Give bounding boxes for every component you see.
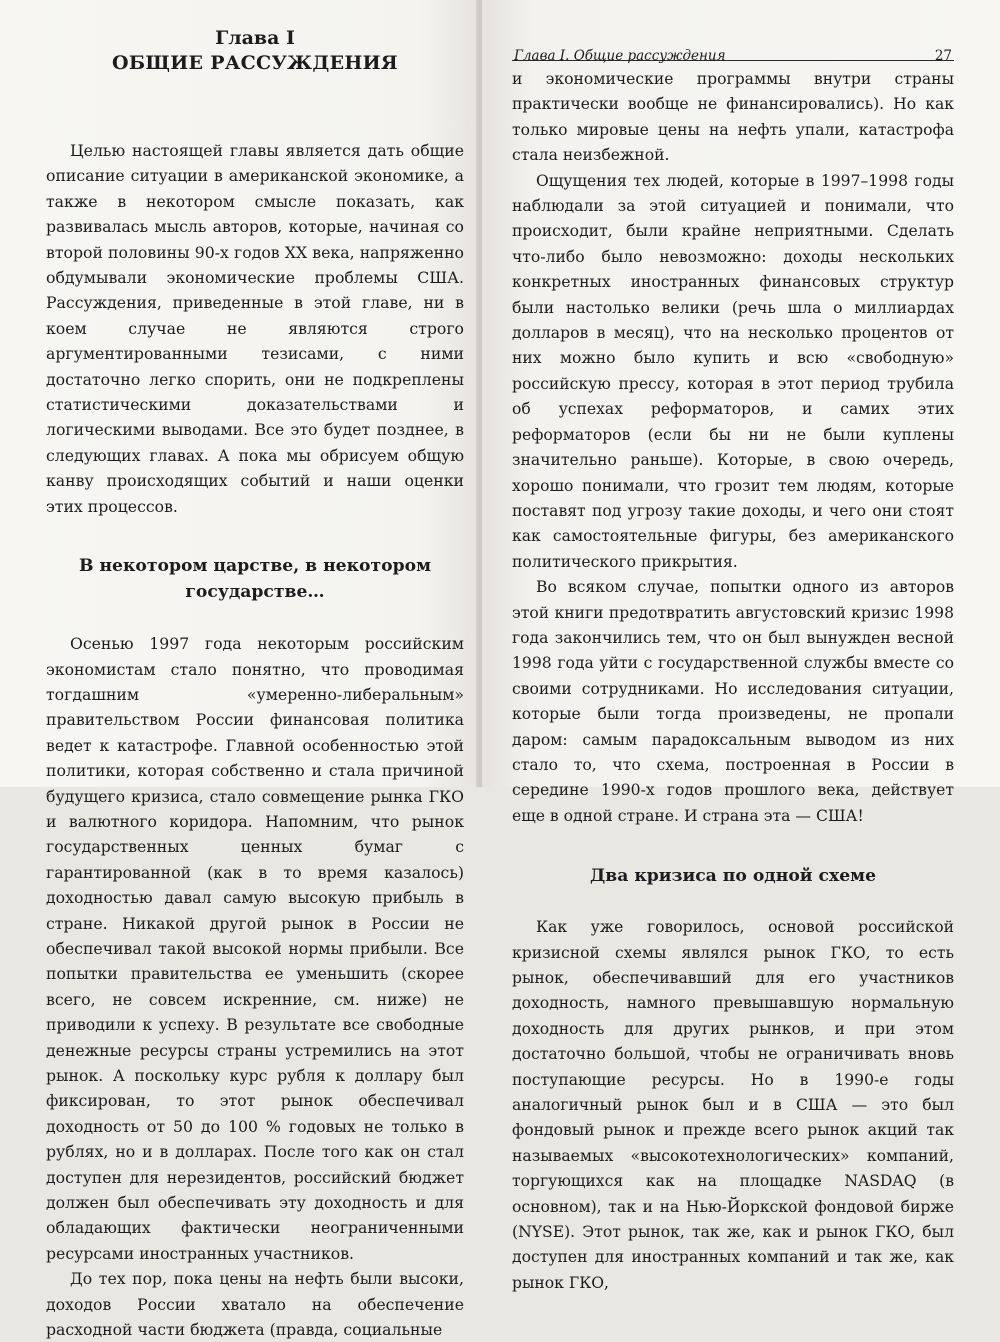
section-title: В некотором царстве, в некотором государстве… — [78, 556, 432, 603]
running-header — [512, 40, 954, 64]
running-title: Глава I. Общие рассуждения — [514, 48, 726, 64]
body-paragraph: Осенью 1997 года некоторым российским экономистам стало понятно, что проводимая тогдашним «умеренно-либеральным» правительством России финансовая политика ведет к катастрофе. Главной особенностью этой политики, которая собственно и стала причиной будущего кризиса, стало совмещение рынка ГКО и валютного коридора. Напомним, что рынок государственных ценных бумаг с гарантированной (как в то время казалось) доходностью давал самую высокую прибыль в стране. Никакой другой рынок в России не обеспечивал такой высокой нормы прибыли. Все попытки правительства ее уменьшить (скорее всего, не совсем искренние, см. ниже) не приводили к успеху. В результате все свободные денежные ресурсы страны устремились на этот рынок. А поскольку курс рубля к доллару был фиксирован, то этот рынок обеспечивал доходность от 50 до 100 % годовых не только в рублях, но и в долларах. После того как он стал доступен для нерезидентов, российский бюджет должен был обеспечивать эту доходность и для обладающих фактически неограниченными ресурсами иностранных участников. — [46, 634, 464, 1263]
chapter-heading — [46, 26, 464, 76]
chapter-title: ОБЩИЕ РАССУЖДЕНИЯ — [112, 52, 398, 74]
body-paragraph: и экономические программы внутри страны практически вообще не финансировались). Но как только мировые цены на нефть упали, катастрофа стала неизбежной. — [512, 70, 954, 165]
body-paragraph: До тех пор, пока цены на нефть были высоки, доходов России хватало на обеспечение расходной части бюджета (правда, социальные — [46, 1269, 464, 1340]
left-page — [0, 0, 478, 1340]
body-paragraph: Во всяком случае, попытки одного из авторов этой книги предотвратить августовский кризис 1998 года закончились тем, что он был вынужден весной 1998 года уйти с государственной службы вместе со своими сотрудниками. Но исследования ситуации, которые были тогда произведены, не пропали даром: самым парадоксальным выводом из них стало то, что схема, построенная в России в середине 1990-х годов прошлого века, действует еще в одной стране. И страна эта — США! — [512, 578, 954, 825]
right-page — [482, 0, 1000, 1292]
body-paragraph: Как уже говорилось, основой российской кризисной схемы являлся рынок ГКО, то есть рынок, обеспечивавший для его участников доходность, намного превышавшую нормальную доходность для других рынков, и при этом достаточно большой, чтобы не ограничивать вновь поступающие ресурсы. Но в 1990-е годы аналогичный рынок был и в США — это был фондовый рынок и прежде всего рынок акций так называемых «высокотехнологических» компаний, торгующихся как на площадке NASDAQ (в основном), так и на Нью-Йоркской фондовой бирже (NYSE). Этот рынок, так же, как и рынок ГКО, был доступен для иностранных компаний и так же, как рынок ГКО, — [512, 918, 954, 1292]
intro-paragraph: Целью настоящей главы является дать общие описание ситуации в американской экономике, а также в некотором смысле показать, как развивалась мысль авторов, которые, начиная со второй половины 90-х годов XX века, напряженно обдумывали экономические проблемы США. Рассуждения, приведенные в этой главе, ни в коем случае не являются строго аргументированными тезисами, с ними достаточно легко спорить, они не подкреплены статистическими доказательствами и логическими выводами. Все это будет позднее, в следующих главах. А пока мы обрисуем общую канву происходящих событий и наши оценки этих процессов. — [46, 141, 464, 516]
page-number: 27 — [934, 48, 952, 64]
chapter-number: Глава I — [215, 27, 295, 49]
body-paragraph: Ощущения тех людей, которые в 1997–1998 годы наблюдали за этой ситуацией и понимали, что происходит, были крайне неприятными. Сделать что-либо было невозможно: доходы нескольких конкретных иностранных финансовых структур были настолько велики (речь шла о миллиардах долларов в месяц), что на несколько процентов от них можно было купить и всю «свободную» российскую прессу, которая в этот период трубила об успехах реформаторов, и самих этих реформаторов (если бы ни не были куплены значительно раньше). Которые, в свою очередь, хорошо понимали, что грозит тем людям, которые поставят под угрозу такие доходы, и чего они стоят как самостоятельные фигуры, без американского политического прикрытия. — [512, 171, 954, 571]
section-title: Два кризиса по одной схеме — [589, 866, 877, 887]
